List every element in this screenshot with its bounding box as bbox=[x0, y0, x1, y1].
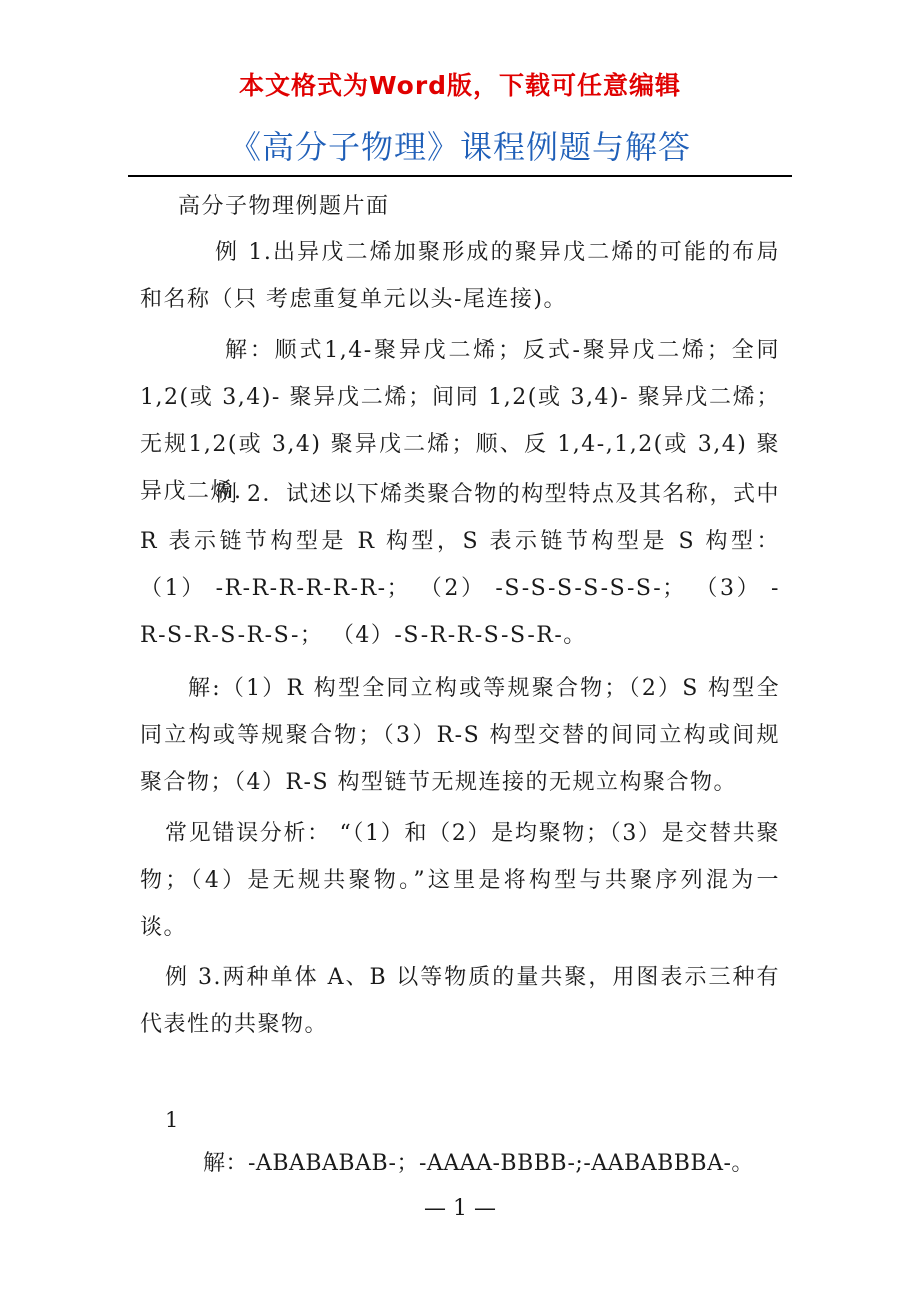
example-2-answer: 解:（1）R 构型全同立构或等规聚合物；（2）S 构型全同立构或等规聚合物；（3）R-S 构型交替的间同立构或间规聚合物；（4）R-S 构型链节无规连接的无规立构聚合物。 bbox=[140, 676, 780, 795]
header-divider bbox=[128, 175, 792, 177]
example-3-question: 例 3.两种单体 A、B 以等物质的量共聚，用图表示三种有代表性的共聚物。 bbox=[140, 965, 780, 1037]
page-footer: — 1 — bbox=[424, 1196, 496, 1221]
intro-line: 高分子物理例题片面 bbox=[178, 194, 390, 219]
example-1-question: 例 1.出异戊二烯加聚形成的聚异戊二烯的可能的布局和名称（只 考虑重复单元以头-尾连接)。 bbox=[140, 240, 780, 312]
example-2-question: 例 2．试述以下烯类聚合物的构型特点及其名称，式中 R 表示链节构型是 R 构型，S 表示链节构型是 S 构型：（1） -R-R-R-R-R-R-； （2） -S-S-S-S-S-S-； （3） -R-S-R-S-R-S-； （4）-S-R-R-S-S-R-。 bbox=[140, 482, 780, 648]
example-2-error-analysis: 常见错误分析： “（1）和（2）是均聚物；（3）是交替共聚物；（4）是无规共聚物。”这里是将构型与共聚序列混为一谈。 bbox=[140, 821, 780, 940]
download-notice: 本文格式为Word版，下载可任意编辑 bbox=[238, 71, 682, 100]
document-title: 《高分子物理》课程例题与解答 bbox=[228, 128, 691, 166]
inline-page-number: 1 bbox=[165, 1108, 179, 1132]
example-3-answer: 解：-ABABABAB-；-AAAA-BBBB-;-AABABBBA-。 bbox=[203, 1151, 754, 1176]
example-1-answer: 解：顺式1,4-聚异戊二烯；反式-聚异戊二烯；全同1,2(或 3,4)- 聚异戊二烯；间同 1,2(或 3,4)- 聚异戊二烯；无规1,2(或 3,4) 聚异戊二烯；顺、反 1,4-,1,2(或 3,4) 聚异戊二烯. bbox=[140, 338, 780, 504]
